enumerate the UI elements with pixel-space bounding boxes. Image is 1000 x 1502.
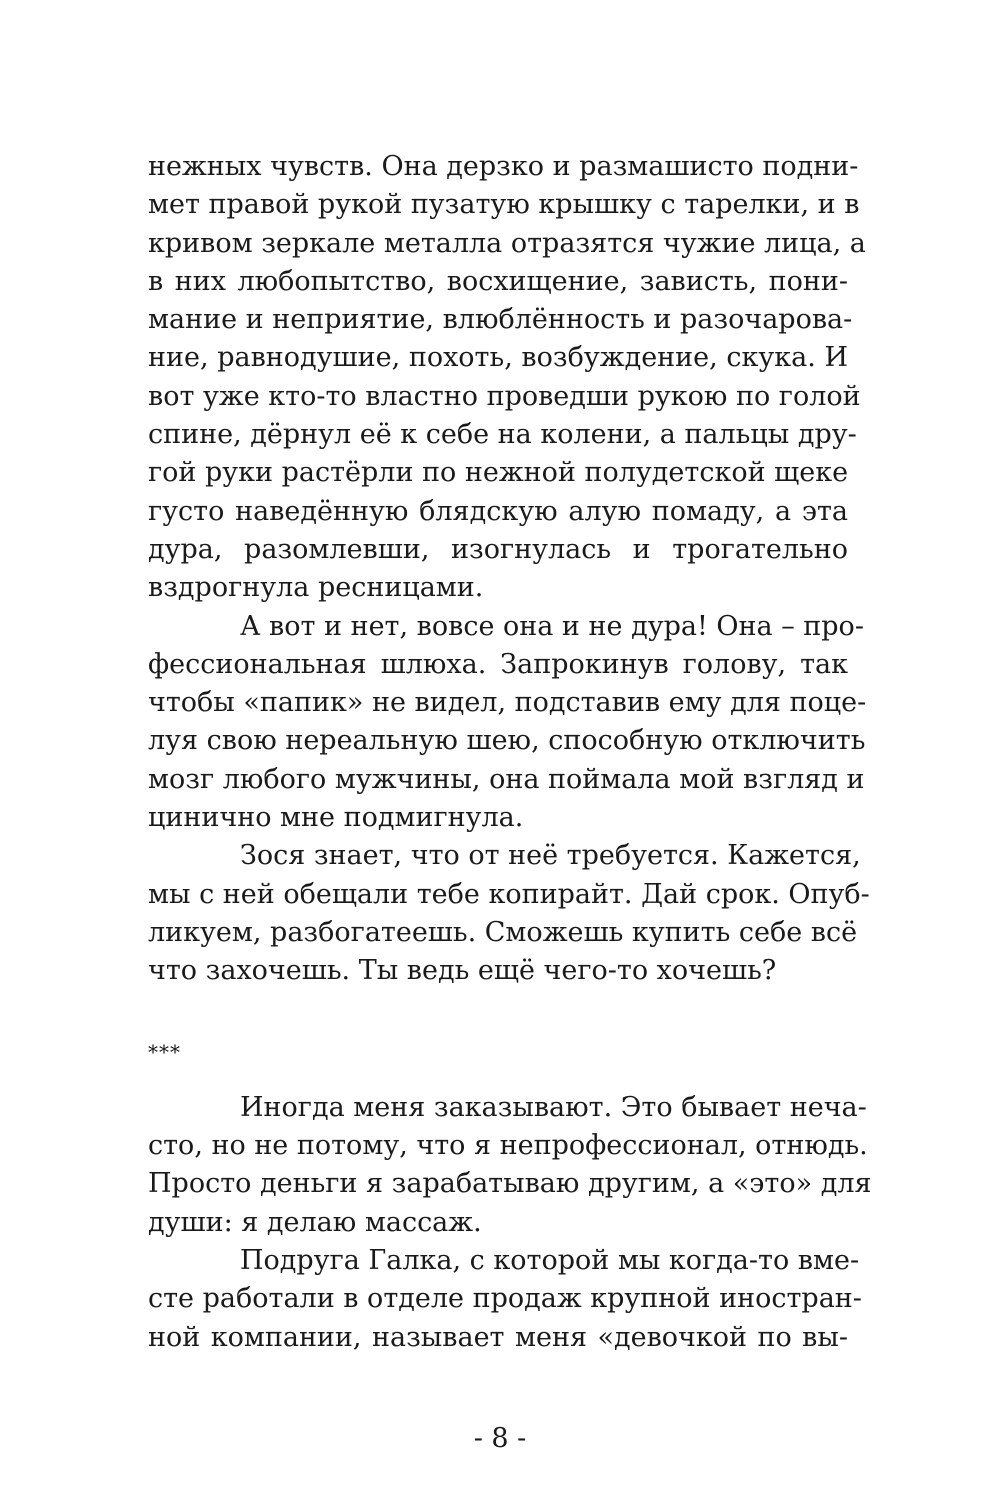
book-page [148,148,872,1357]
paragraph-5 [148,1242,862,1357]
text-line: дура, разомлевши, изогнулась и трогательно [148,533,848,565]
text-line: цинично мне подмигнула. [148,802,524,834]
page-number: - 8 - [473,1423,527,1454]
text-line: ной компании, называет меня «девочкой по вы- [148,1321,848,1353]
text-line: кривом зеркале металла отразятся чужие лица, а [148,227,866,259]
text-line: мозг любого мужчины, она поймала мой взгляд и [148,763,865,795]
text-line: гой руки растёрли по нежной полудетской щеке [148,457,849,489]
text-line: сто, но не потому, что я непрофессионал, отнюдь. [148,1130,868,1162]
text-line: ние, равнодушие, похоть, возбуждение, скука. И [148,342,848,374]
text-line: мы с ней обещали тебе копирайт. Дай срок. Опуб- [148,878,870,910]
text-line: луя свою нереальную шею, способную отключить [148,725,866,757]
text-line: Зося знает, что от неё требуется. Кажется, [240,840,861,872]
text-line: вздрогнула ресницами. [148,572,484,604]
text-line: фессиональная шлюха. Запрокинув голову, так [148,648,848,680]
paragraph-1 [148,148,866,608]
text-line: чтобы «папик» не видел, подставив ему для поце- [148,687,867,719]
text-line: Подруга Галка, с которой мы когда-то вме- [240,1245,860,1277]
paragraph-2 [148,608,867,838]
text-line: сте работали в отделе продаж крупной иностран- [148,1283,862,1315]
text-line: что захочешь. Ты ведь ещё чего-то хочешь? [148,955,777,987]
text-line: мет правой рукой пузатую крышку с тарелки, и в [148,189,860,221]
text-line: спине, дёрнул её к себе на колени, а пальцы дру- [148,419,857,451]
section-separator: *** [148,1039,181,1064]
text-line: нежных чувств. Она дерзко и размашисто подни- [148,151,859,182]
text-line: Просто деньги я зарабатываю другим, а «это» для [148,1168,872,1200]
text-line: души: я делаю массаж. [148,1206,482,1238]
paragraph-3 [148,837,870,990]
text-line: ликуем, разбогатеешь. Сможешь купить себе всё [148,916,858,948]
text-line: в них любопытство, восхищение, зависть, пони- [148,265,848,297]
text-line: вот уже кто-то властно проведши рукою по голой [148,380,861,412]
text-line: густо наведённую блядскую алую помаду, а эта [148,495,848,527]
paragraph-4 [148,1089,872,1242]
text-line: мание и неприятие, влюблённость и разочарова- [148,304,853,336]
text-line: Иногда меня заказывают. Это бывает неча- [240,1091,867,1123]
text-line: А вот и нет, вовсе она и не дура! Она – про- [240,610,864,642]
